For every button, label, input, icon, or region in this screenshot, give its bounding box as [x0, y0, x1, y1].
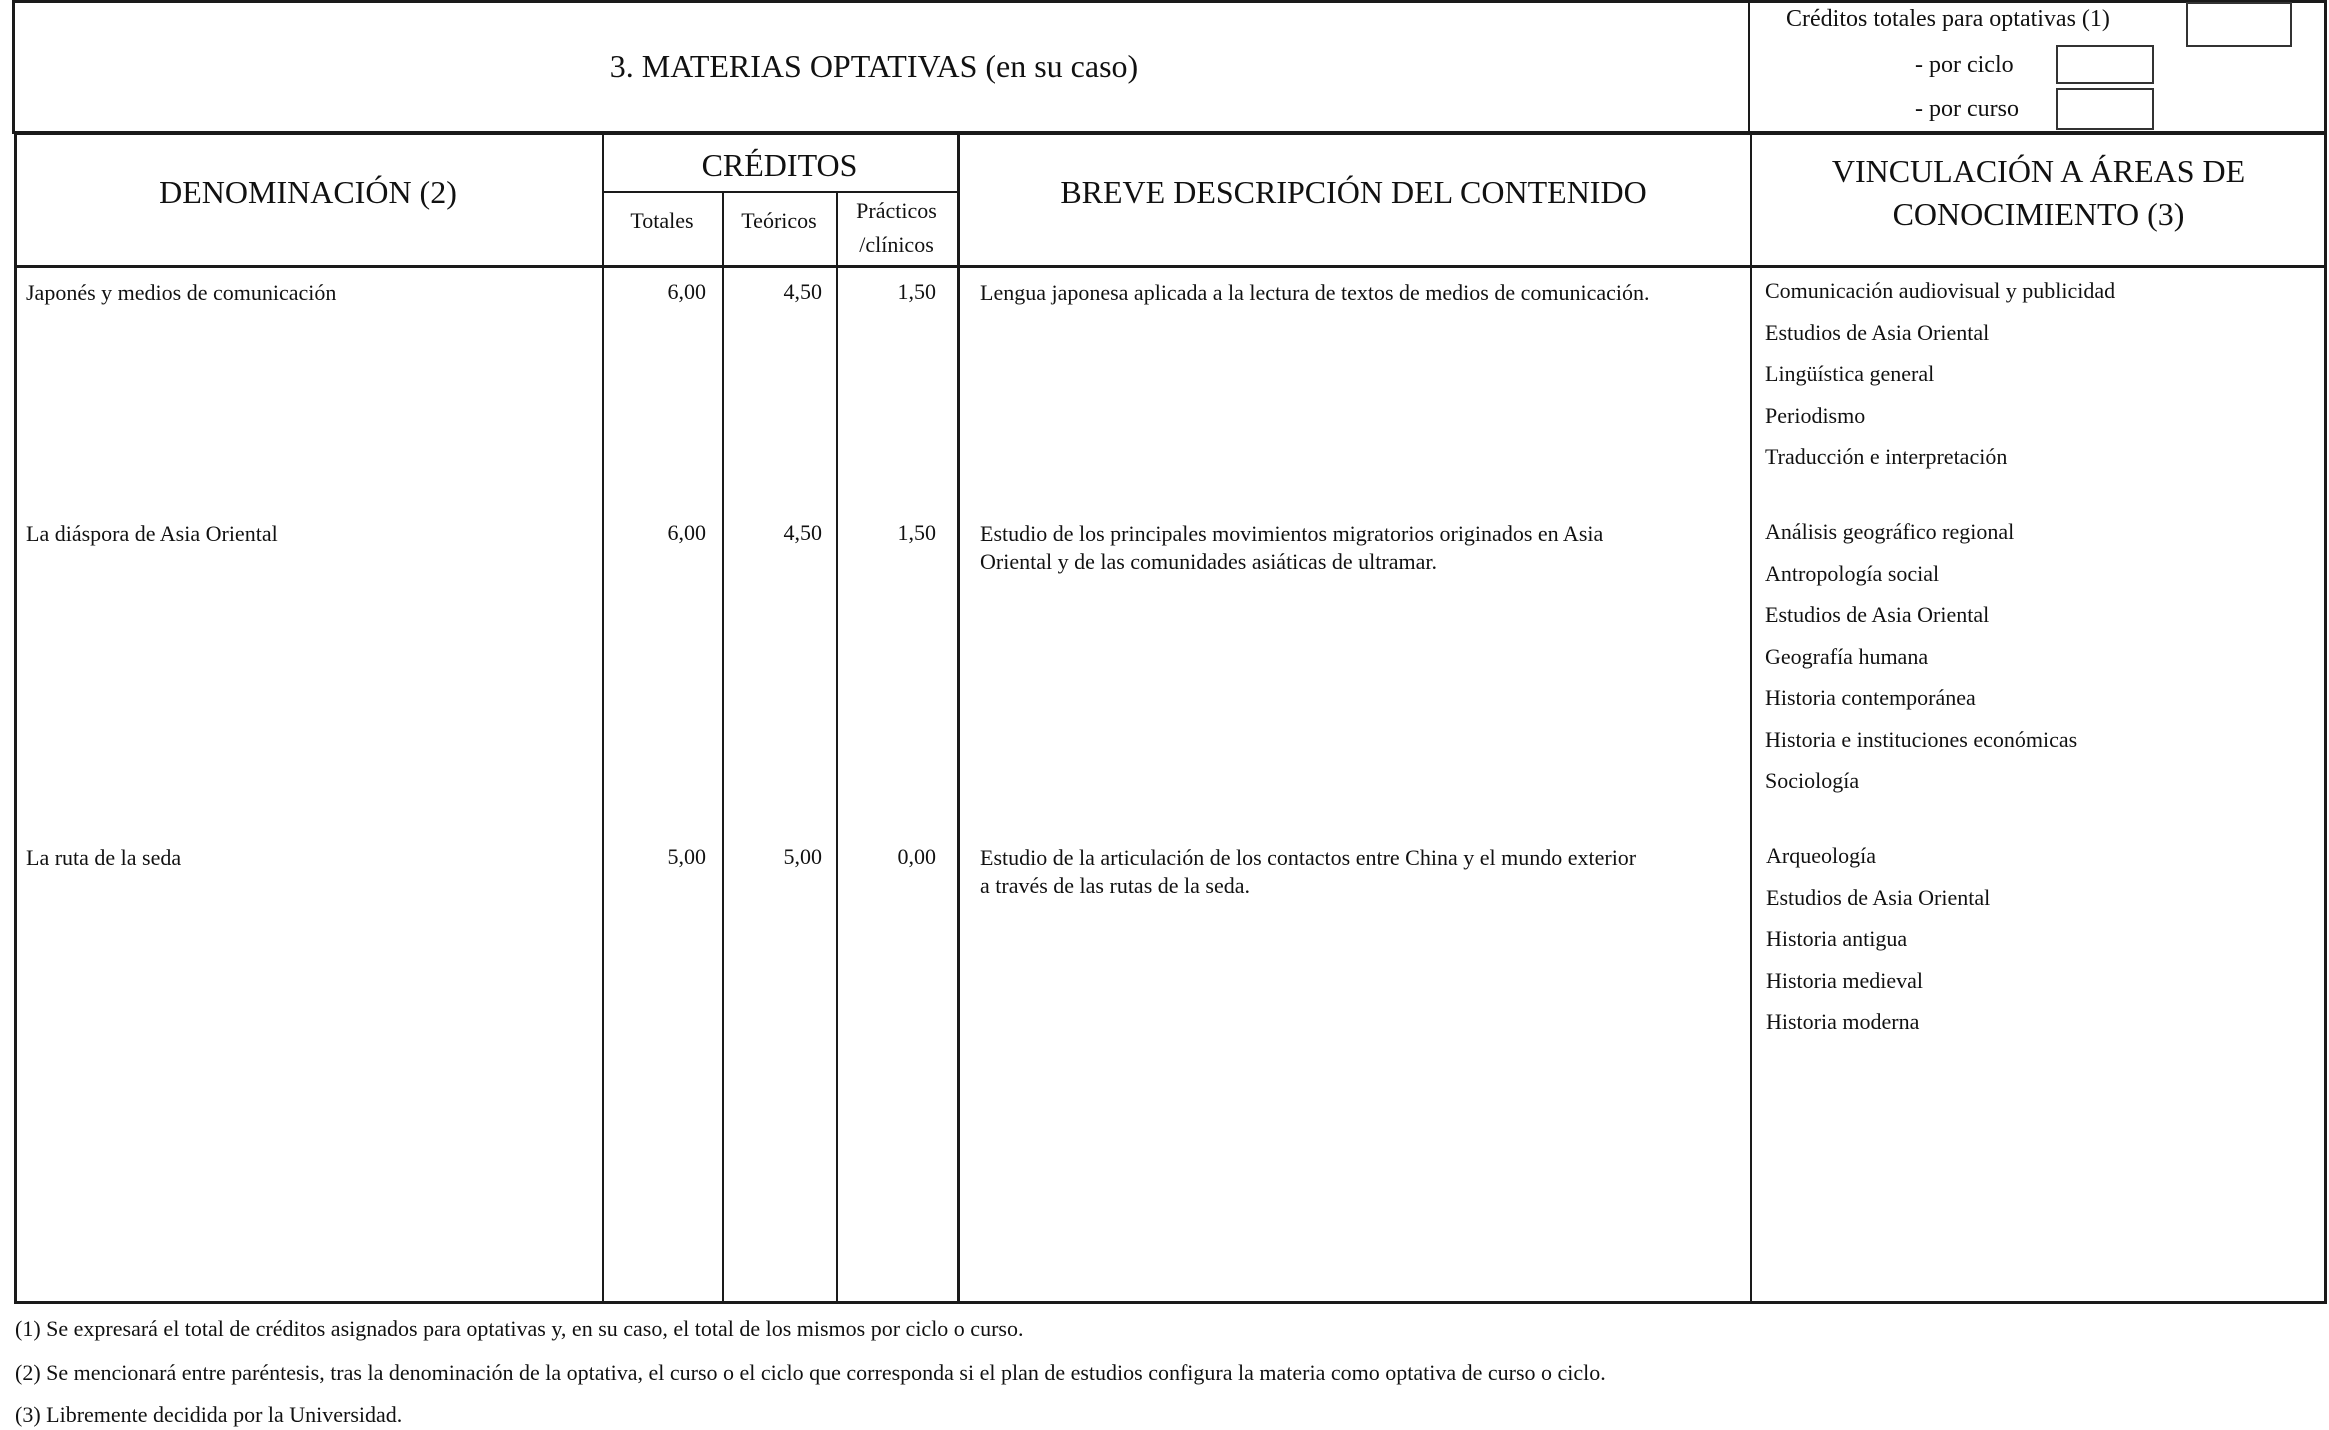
- footnote-3: (3) Libremente decidida por la Universidad.: [15, 1402, 403, 1427]
- header-practicos: Prácticos: [856, 198, 937, 223]
- col-line-5: [1750, 132, 1752, 1304]
- per-course-field[interactable]: [2056, 88, 2154, 130]
- col-line-2: [722, 191, 724, 1304]
- row3-descripcion-line1: Estudio de la articulación de los contactos entre China y el mundo exterior: [980, 845, 1637, 870]
- area-item: Lingüística general: [1765, 361, 1935, 386]
- row3-denominacion: La ruta de la seda: [26, 845, 182, 870]
- total-credits-label: Créditos totales para optativas (1): [1786, 6, 2110, 32]
- area-item: Estudios de Asia Oriental: [1765, 602, 1990, 627]
- area-item: Estudios de Asia Oriental: [1766, 884, 1991, 910]
- area-item: Análisis geográfico regional: [1765, 519, 2015, 544]
- header-denominacion: DENOMINACIÓN (2): [159, 174, 457, 210]
- per-cycle-field[interactable]: [2056, 45, 2154, 84]
- row2-descripcion: [980, 520, 1603, 576]
- area-item: Antropología social: [1765, 560, 1940, 586]
- area-item: Geografía humana: [1765, 643, 1929, 669]
- area-item: Comunicación audiovisual y publicidad: [1765, 278, 2116, 303]
- area-item: Periodismo: [1765, 402, 1866, 428]
- area-item: Historia moderna: [1766, 1009, 1920, 1034]
- header-creditos: CRÉDITOS: [701, 147, 858, 183]
- row1-teoricos: 4,50: [783, 279, 822, 304]
- row3-descripcion: [980, 844, 1636, 900]
- page-title: 3. MATERIAS OPTATIVAS (en su caso): [609, 48, 1139, 84]
- row2-descripcion-line2: Oriental y de las comunidades asiáticas de ultramar.: [980, 549, 1437, 574]
- row2-denominacion: La diáspora de Asia Oriental: [26, 521, 278, 546]
- row2-totales: 6,00: [667, 520, 706, 545]
- col-line-1: [602, 132, 604, 1304]
- row3-teoricos: 5,00: [783, 844, 822, 869]
- area-item: Historia e instituciones económicas: [1765, 726, 2078, 752]
- col-line-4: [957, 132, 960, 1304]
- footnote-1: (1) Se expresará el total de créditos asignados para optativas y, en su caso, el total de los mismos por ciclo o curso.: [15, 1316, 1024, 1341]
- total-credits-field[interactable]: [2186, 2, 2292, 47]
- row2-areas: [1765, 511, 2077, 802]
- area-item: Estudios de Asia Oriental: [1765, 319, 1990, 345]
- area-item: Historia medieval: [1766, 967, 1924, 993]
- row3-practicos: 0,00: [897, 844, 936, 869]
- footnote-2: (2) Se mencionará entre paréntesis, tras la denominación de la optativa, el curso o el ciclo que corresponda si el plan de estudios configura la materia como optativa de curso o ciclo.: [15, 1360, 1606, 1385]
- row2-teoricos: 4,50: [783, 520, 822, 545]
- row1-descripcion: [980, 279, 1650, 307]
- row1-totales: 6,00: [667, 279, 706, 304]
- col-line-3: [836, 191, 838, 1304]
- area-item: Traducción e interpretación: [1765, 444, 2008, 469]
- creditos-subheader-rule: [602, 191, 957, 193]
- row1-denominacion: Japonés y medios de comunicación: [26, 280, 337, 305]
- area-item: Sociología: [1765, 768, 1860, 793]
- row3-areas: [1766, 835, 1990, 1043]
- area-item: Arqueología: [1766, 843, 1876, 868]
- header-bottom-rule: [14, 265, 2327, 268]
- row3-descripcion-line2: a través de las rutas de la seda.: [980, 873, 1250, 898]
- row3-totales: 5,00: [667, 844, 706, 869]
- row2-practicos: 1,50: [897, 520, 936, 545]
- header-vinculacion-line1: VINCULACIÓN A ÁREAS DE: [1831, 153, 2246, 189]
- header-descripcion: BREVE DESCRIPCIÓN DEL CONTENIDO: [1060, 174, 1647, 210]
- header-clinicos: /clínicos: [859, 232, 934, 257]
- header-teoricos: Teóricos: [741, 208, 817, 233]
- row1-descripcion-line1: Lengua japonesa aplicada a la lectura de textos de medios de comunicación.: [980, 280, 1650, 305]
- area-item: Historia contemporánea: [1765, 685, 1976, 710]
- row1-practicos: 1,50: [897, 279, 936, 304]
- header-totales: Totales: [630, 208, 694, 233]
- title-divider: [1748, 0, 1750, 134]
- header-vinculacion-line2: CONOCIMIENTO (3): [1892, 196, 2185, 232]
- per-cycle-label: - por ciclo: [1915, 52, 2014, 78]
- row2-descripcion-line1: Estudio de los principales movimientos migratorios originados en Asia: [980, 521, 1604, 546]
- row1-areas: [1765, 270, 2115, 478]
- area-item: Historia antigua: [1766, 926, 1908, 951]
- per-course-label: - por curso: [1915, 96, 2019, 122]
